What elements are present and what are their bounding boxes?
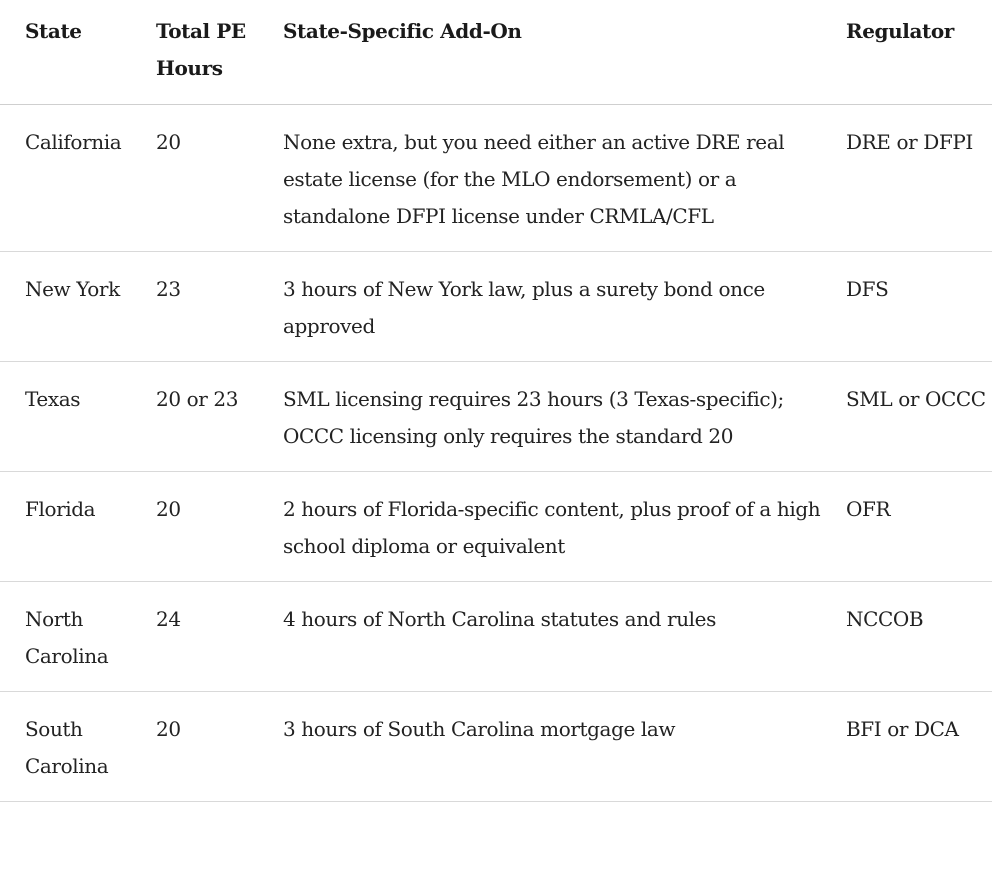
cell-hours: 20 (156, 692, 283, 802)
cell-addon: 3 hours of South Carolina mortgage law (283, 692, 846, 802)
cell-addon: 4 hours of North Carolina statutes and rules (283, 582, 846, 692)
cell-regulator: DRE or DFPI (846, 105, 992, 252)
cell-hours: 20 (156, 472, 283, 582)
cell-state: California (0, 105, 156, 252)
header-addon: State-Specific Add-On (283, 0, 846, 105)
cell-regulator: OFR (846, 472, 992, 582)
cell-addon: SML licensing requires 23 hours (3 Texas-specific); OCCC licensing only requires the standard 20 (283, 362, 846, 472)
cell-state: South Carolina (0, 692, 156, 802)
header-state: State (0, 0, 156, 105)
cell-regulator: DFS (846, 252, 992, 362)
header-row (0, 0, 992, 105)
cell-hours: 20 or 23 (156, 362, 283, 472)
table-row (0, 692, 992, 802)
table-row (0, 252, 992, 362)
header-total-pe-hours (156, 0, 283, 105)
table-header (0, 0, 992, 105)
cell-regulator: BFI or DCA (846, 692, 992, 802)
table-row (0, 105, 992, 252)
cell-regulator: SML or OCCC (846, 362, 992, 472)
cell-state: North Carolina (0, 582, 156, 692)
cell-state: New York (0, 252, 156, 362)
cell-regulator: NCCOB (846, 582, 992, 692)
cell-state: Texas (0, 362, 156, 472)
header-total-pe-hours-line1: Total PE (156, 19, 246, 43)
header-total-pe-hours-line2: Hours (156, 56, 223, 80)
cell-state: Florida (0, 472, 156, 582)
table-row (0, 472, 992, 582)
cell-addon: 2 hours of Florida-specific content, plus proof of a high school diploma or equivalent (283, 472, 846, 582)
table-body (0, 105, 992, 802)
header-regulator: Regulator (846, 0, 992, 105)
table-row (0, 362, 992, 472)
cell-addon: 3 hours of New York law, plus a surety bond once approved (283, 252, 846, 362)
cell-hours: 24 (156, 582, 283, 692)
cell-hours: 20 (156, 105, 283, 252)
table-row (0, 582, 992, 692)
cell-addon: None extra, but you need either an active DRE real estate license (for the MLO endorsement) or a standalone DFPI license under CRMLA/CFL (283, 105, 846, 252)
cell-hours: 23 (156, 252, 283, 362)
